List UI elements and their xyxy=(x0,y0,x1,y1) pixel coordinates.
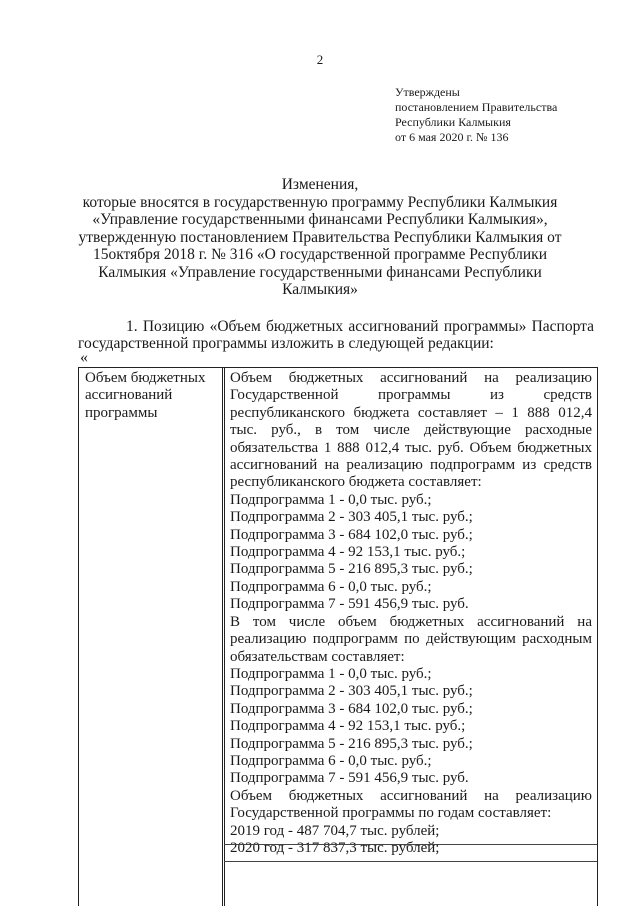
intro-line: 1. Позицию «Объем бюджетных ассигнований программы» Паспорта xyxy=(126,318,594,335)
subprogram-line: Подпрограмма 3 - 684 102,0 тыс. руб.; xyxy=(230,526,473,543)
approval-line: постановлением Правительства xyxy=(395,100,558,114)
text-line: Объем бюджетных ассигнований на реализацию xyxy=(230,787,592,804)
label-line: Объем бюджетных xyxy=(85,370,206,386)
subprogram-line: Подпрограмма 5 - 216 895,3 тыс. руб.; xyxy=(230,735,473,752)
text-line: обязательствам составляет: xyxy=(230,648,405,665)
header-line: Калмыкия» xyxy=(282,281,358,298)
column-divider xyxy=(222,368,223,906)
header-line: Калмыкия «Управление государственными финансами Республики xyxy=(98,263,542,281)
text-line: реализацию подпрограмм по действующим расходным xyxy=(230,631,592,648)
text-line: Государственной программы по годам составляет: xyxy=(230,805,552,822)
year-line: 2019 год - 487 704,7 тыс. рублей; xyxy=(230,822,440,839)
header-line: утвержденную постановлением Правительства Республики Калмыкия от xyxy=(78,228,562,246)
table-value-cell xyxy=(230,370,592,857)
approval-line: от 6 мая 2020 г. № 136 xyxy=(395,130,509,144)
text-line: ассигнований на реализацию подпрограмм из средств xyxy=(230,457,592,474)
table-label-cell xyxy=(85,370,219,422)
text-line: обязательства 1 888 012,4 тыс. руб. Объем бюджетных xyxy=(230,439,592,456)
page-number: 2 xyxy=(316,52,324,67)
year-line: 2020 год - 317 837,3 тыс. рублей; xyxy=(230,839,440,856)
text-line: республиканского бюджета составляет: xyxy=(230,474,482,491)
subprogram-line: Подпрограмма 1 - 0,0 тыс. руб.; xyxy=(230,491,432,508)
subprogram-line: Подпрограмма 2 - 303 405,1 тыс. руб.; xyxy=(230,509,473,526)
opening-quote: « xyxy=(80,349,88,366)
header-line: которые вносятся в государственную программу Республики Калмыкия xyxy=(82,193,558,211)
subprogram-line: Подпрограмма 7 - 591 456,9 тыс. руб. xyxy=(230,596,469,613)
subprogram-line: Подпрограмма 4 - 92 153,1 тыс. руб.; xyxy=(230,544,466,561)
row-separator xyxy=(224,844,597,845)
subprogram-line: Подпрограмма 2 - 303 405,1 тыс. руб.; xyxy=(230,683,473,700)
subprogram-line: Подпрограмма 6 - 0,0 тыс. руб.; xyxy=(230,752,432,769)
subprogram-line: Подпрограмма 4 - 92 153,1 тыс. руб.; xyxy=(230,718,466,735)
document-title: Изменения, xyxy=(281,176,359,193)
intro-paragraph xyxy=(78,318,594,352)
header-line: 15октября 2018 г. № 316 «О государственной программе Республики xyxy=(92,246,547,263)
subprogram-line: Подпрограмма 3 - 684 102,0 тыс. руб.; xyxy=(230,700,473,717)
subprogram-line: Подпрограмма 5 - 216 895,3 тыс. руб.; xyxy=(230,561,473,578)
text-line: Государственной программы из средств xyxy=(230,387,592,404)
subprogram-line: Подпрограмма 6 - 0,0 тыс. руб.; xyxy=(230,578,432,595)
text-line: республиканского бюджета составляет – 1 888 012,4 xyxy=(230,404,592,421)
row-separator xyxy=(224,861,597,862)
label-line: ассигнований xyxy=(85,387,173,404)
column-divider xyxy=(224,368,225,906)
approval-block xyxy=(395,85,630,145)
text-line: тыс. руб., в том числе действующие расходные xyxy=(230,422,592,439)
label-line: программы xyxy=(85,404,158,421)
approval-line: Утверждены xyxy=(395,85,460,99)
text-line: В том числе объем бюджетных ассигнований на xyxy=(230,613,592,630)
subprogram-line: Подпрограмма 7 - 591 456,9 тыс. руб. xyxy=(230,770,469,787)
budget-table xyxy=(78,367,598,906)
approval-line: Республики Калмыкия xyxy=(395,115,511,129)
intro-line: государственной программы изложить в следующей редакции: xyxy=(78,335,494,352)
header-line: «Управление государственными финансами Республики Калмыкия», xyxy=(92,211,548,228)
text-line: Объем бюджетных ассигнований на реализацию xyxy=(230,370,592,386)
document-header xyxy=(60,176,580,299)
subprogram-line: Подпрограмма 1 - 0,0 тыс. руб.; xyxy=(230,665,432,682)
